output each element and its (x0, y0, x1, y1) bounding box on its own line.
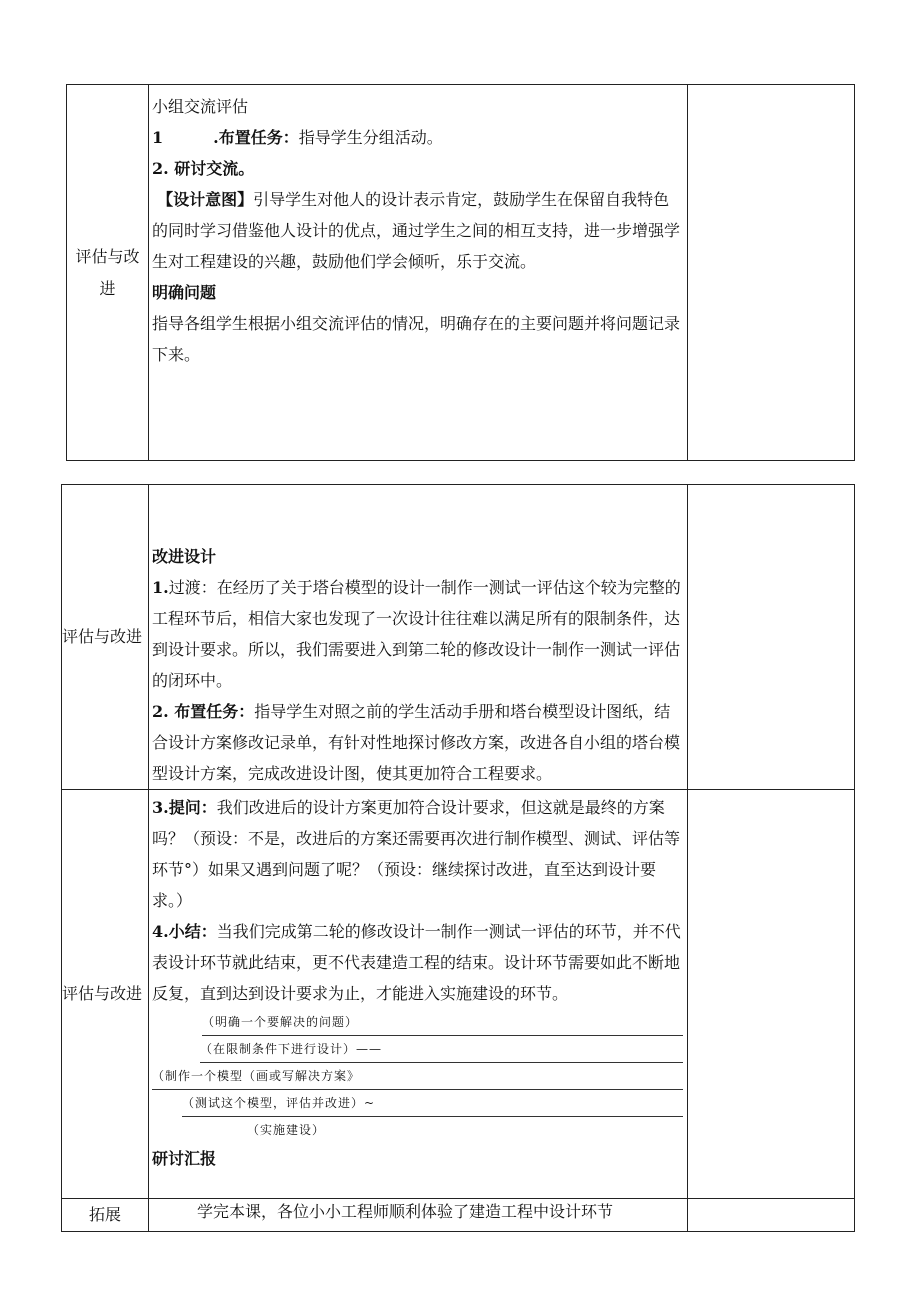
section-heading-2: 明确问题 (152, 283, 217, 302)
row-label-extension: 拓展 (62, 1199, 149, 1232)
row-label-text: 评估与改进 (75, 246, 140, 298)
discussion-cell (149, 790, 688, 1199)
notes-cell (688, 485, 855, 790)
paragraph-task: 2. 布置任务：指导学生对照之前的学生活动手册和塔台模型设计图纸，结合设计方案修改记录单，有针对性地探讨修改方案，改进各自小组的塔台模型设计方案，完成改进设计图，使其更加符合工程要求。 (152, 702, 681, 783)
paragraph-summary: 4.小结：当我们完成第二轮的修改设计一制作一测试一评估的环节，并不代表设计环节就此结束，更不代表建造工程的结束。设计环节需要如此不断地反复，直到达到设计要求为止，才能进入实施建设的环节。 (152, 922, 681, 1003)
lesson-table-2 (61, 484, 855, 1232)
section-heading-report: 研讨汇报 (152, 1149, 217, 1168)
design-cycle-diagram (152, 1009, 683, 1143)
lesson-table-1 (66, 84, 855, 461)
notes-cell (688, 1199, 855, 1232)
paragraph-question: 3.提问：我们改进后的设计方案更加符合设计要求，但这就是最终的方案吗？（预设：不是，改进后的方案还需要再次进行制作模型、测试、评估等环节°）如果又遇到问题了呢？（预设：继续探讨改进，直至达到设计要求。） (152, 798, 681, 910)
row-label-evaluate-2: 评估与改进 (62, 790, 149, 1199)
section-heading: 小组交流评估 (152, 97, 249, 116)
row-label-evaluate-1: 评估与改进 (62, 485, 149, 790)
cycle-step-5: （实施建设） (247, 1123, 326, 1137)
paragraph-2: 指导各组学生根据小组交流评估的情况，明确存在的主要问题并将问题记录下来。 (152, 314, 681, 364)
design-intent: 【设计意图】引导学生对他人的设计表示肯定，鼓励学生在保留自我特色的同时学习借鉴他人设计的优点，通过学生之间的相互支持，进一步增强学生对工程建设的兴趣，鼓励他们学会倾听，乐于交流。 (152, 190, 681, 271)
notes-cell (688, 790, 855, 1199)
row-label-evaluate (67, 85, 149, 461)
content-cell (149, 85, 688, 461)
extension-cell: 学完本课，各位小小工程师顺利体验了建造工程中设计环节 (149, 1199, 688, 1232)
improve-design-cell (149, 485, 688, 790)
task-item-2: 2. 研讨交流。 (152, 159, 255, 178)
section-heading: 改进设计 (152, 547, 217, 566)
cycle-step-2: （在限制条件下进行设计）—— (152, 1036, 683, 1063)
cycle-step-4: （测试这个模型，评估并改进）~ (152, 1090, 683, 1117)
notes-cell (688, 85, 855, 461)
cycle-step-1: （明确一个要解决的问题） (152, 1009, 683, 1036)
paragraph-transition: 1.过渡：在经历了关于塔台模型的设计一制作一测试一评估这个较为完整的工程环节后，相信大家也发现了一次设计往往难以满足所有的限制条件，达到设计要求。所以，我们需要进入到第二轮的修改设计一制作一测试一评估的闭环中。 (152, 578, 681, 690)
task-item-1: 1 .布置任务：指导学生分组活动。 (152, 128, 443, 147)
cycle-step-3: （制作一个模型（画或写解决方案》 (152, 1063, 683, 1090)
